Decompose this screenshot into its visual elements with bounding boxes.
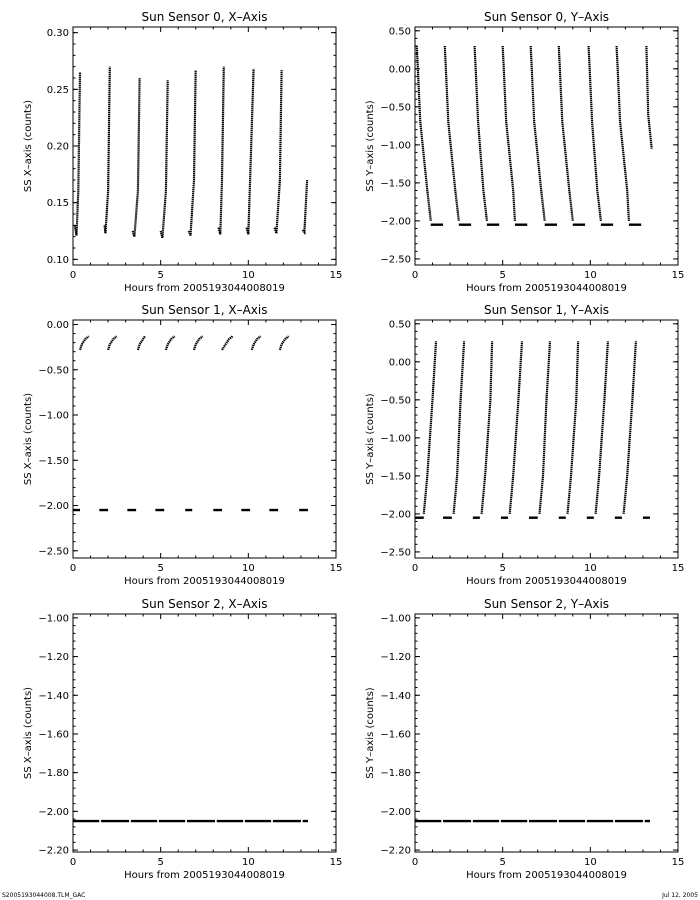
y-tick-label: −2.20 [38,845,69,857]
y-tick-label: −2.00 [380,806,411,818]
data-trace [161,80,168,238]
x-tick-label: 5 [499,563,506,574]
data-trace [222,336,233,350]
x-tick-label: 15 [329,857,343,868]
data-trace [531,46,545,221]
data-trace [247,69,254,235]
data-trace [105,67,110,234]
y-tick-label: −1.00 [380,613,411,625]
chart-panel-5 [365,597,684,881]
chart-panel-4 [23,597,342,881]
y-tick-label: −2.50 [380,547,411,559]
y-tick-label: −1.60 [38,729,69,741]
y-tick-label: −1.80 [38,768,69,780]
chart-panel-2 [23,303,342,587]
data-trace [275,70,282,233]
data-trace [559,46,573,221]
x-tick-label: 5 [157,857,164,868]
plot-frame [73,27,336,265]
plot-frame [415,320,678,558]
x-tick-label: 0 [411,563,419,574]
y-tick-label: −1.80 [380,768,411,780]
y-tick-label: −2.50 [380,254,411,266]
y-tick-label: −1.60 [380,729,411,741]
data-trace [303,180,307,232]
y-tick-label: 0.25 [46,84,69,96]
y-tick-label: −1.00 [38,613,69,625]
footer-left: S2005193044008.TLM_GAC [2,892,86,899]
y-tick-label: −1.50 [38,455,69,467]
data-trace [482,341,493,514]
data-trace [540,341,551,514]
y-tick-label: −1.40 [38,690,69,702]
x-tick-label: 0 [69,563,77,574]
x-axis-label: Hours from 2005193044008019 [466,283,627,294]
chart-title: Sun Sensor 2, Y–Axis [483,597,610,611]
plot-frame [73,320,336,558]
y-tick-label: −1.00 [38,410,69,422]
chart-title: Sun Sensor 0, X–Axis [141,10,268,24]
plot-frame [73,614,336,852]
y-tick-label: −1.00 [380,433,411,445]
chart-panel-1 [365,10,684,294]
data-trace [503,46,515,221]
y-tick-label: 0.00 [388,357,411,369]
y-tick-label: −0.50 [38,365,69,377]
x-tick-label: 15 [329,270,343,281]
y-tick-label: −1.40 [380,690,411,702]
y-axis-label: SS X–axis (counts) [23,392,34,486]
data-trace [194,336,203,350]
data-trace [617,46,629,221]
chart-panels [23,10,684,881]
chart-panel-3 [365,303,684,587]
y-tick-label: −2.20 [380,845,411,857]
data-trace [646,46,651,149]
chart-title: Sun Sensor 0, Y–Axis [483,10,610,24]
y-axis-label: SS Y–axis (counts) [365,393,376,485]
y-axis-label: SS X–axis (counts) [23,686,34,780]
y-tick-label: 0.50 [388,319,411,331]
data-trace [510,341,522,514]
x-tick-label: 0 [411,270,419,281]
x-tick-label: 0 [69,270,77,281]
footer-right: Jul 12, 2005 [662,892,698,899]
y-tick-label: −1.00 [380,140,411,152]
y-tick-label: 0.20 [46,141,69,153]
x-tick-label: 0 [411,857,419,868]
data-trace [75,72,80,235]
x-tick-label: 10 [583,857,597,868]
y-tick-label: −2.00 [38,501,69,513]
data-trace [589,46,601,221]
data-trace [624,341,636,514]
y-tick-label: 0.00 [388,64,411,76]
x-tick-label: 5 [157,270,164,281]
y-axis-label: SS X–axis (counts) [23,99,34,193]
x-tick-label: 0 [69,857,77,868]
data-series [75,67,307,238]
x-tick-label: 10 [583,563,597,574]
y-tick-label: −2.00 [380,216,411,228]
x-axis-label: Hours from 2005193044008019 [124,576,285,587]
x-tick-label: 15 [671,270,685,281]
chart-title: Sun Sensor 1, X–Axis [141,303,268,317]
y-tick-label: −1.20 [380,652,411,664]
y-tick-label: −2.50 [38,546,69,558]
y-tick-label: −1.50 [380,178,411,190]
y-tick-label: −2.00 [38,806,69,818]
x-axis-label: Hours from 2005193044008019 [466,870,627,881]
data-trace [417,46,431,221]
data-trace [280,336,289,350]
data-trace [252,336,261,350]
data-trace [133,78,140,237]
plot-frame [415,614,678,852]
y-tick-label: 0.00 [46,320,69,332]
x-tick-label: 15 [329,563,343,574]
data-trace [166,336,175,350]
data-trace [424,341,436,514]
y-tick-label: 0.30 [46,28,69,40]
data-trace [475,46,487,221]
y-axis-label: SS Y–axis (counts) [365,100,376,192]
x-tick-label: 15 [671,857,685,868]
chart-title: Sun Sensor 2, X–Axis [141,597,268,611]
plot-frame [415,27,678,265]
x-tick-label: 10 [241,270,255,281]
data-trace [454,341,465,514]
x-tick-label: 10 [583,270,597,281]
y-tick-label: −0.50 [380,395,411,407]
y-tick-label: 0.50 [388,26,411,38]
y-tick-label: −1.50 [380,471,411,483]
x-tick-label: 10 [241,563,255,574]
x-axis-label: Hours from 2005193044008019 [124,283,285,294]
data-trace [189,70,196,235]
x-tick-label: 5 [157,563,164,574]
data-trace [445,46,459,221]
x-tick-label: 10 [241,857,255,868]
data-series [73,336,308,510]
y-axis-label: SS Y–axis (counts) [365,687,376,779]
data-series [415,341,650,517]
chart-title: Sun Sensor 1, Y–Axis [483,303,610,317]
data-trace [80,336,89,350]
x-tick-label: 5 [499,270,506,281]
data-trace [138,336,145,350]
data-trace [596,341,608,514]
x-axis-label: Hours from 2005193044008019 [466,576,627,587]
y-tick-label: −1.20 [38,652,69,664]
y-tick-label: 0.15 [46,198,69,210]
y-tick-label: 0.10 [46,254,69,266]
x-tick-label: 15 [671,563,685,574]
data-trace [219,67,224,235]
data-trace [568,341,579,514]
y-tick-label: −2.00 [380,509,411,521]
x-axis-label: Hours from 2005193044008019 [124,870,285,881]
y-tick-label: −0.50 [380,102,411,114]
data-series [417,46,652,225]
data-trace [108,336,117,350]
x-tick-label: 5 [499,857,506,868]
chart-panel-0 [23,10,342,294]
